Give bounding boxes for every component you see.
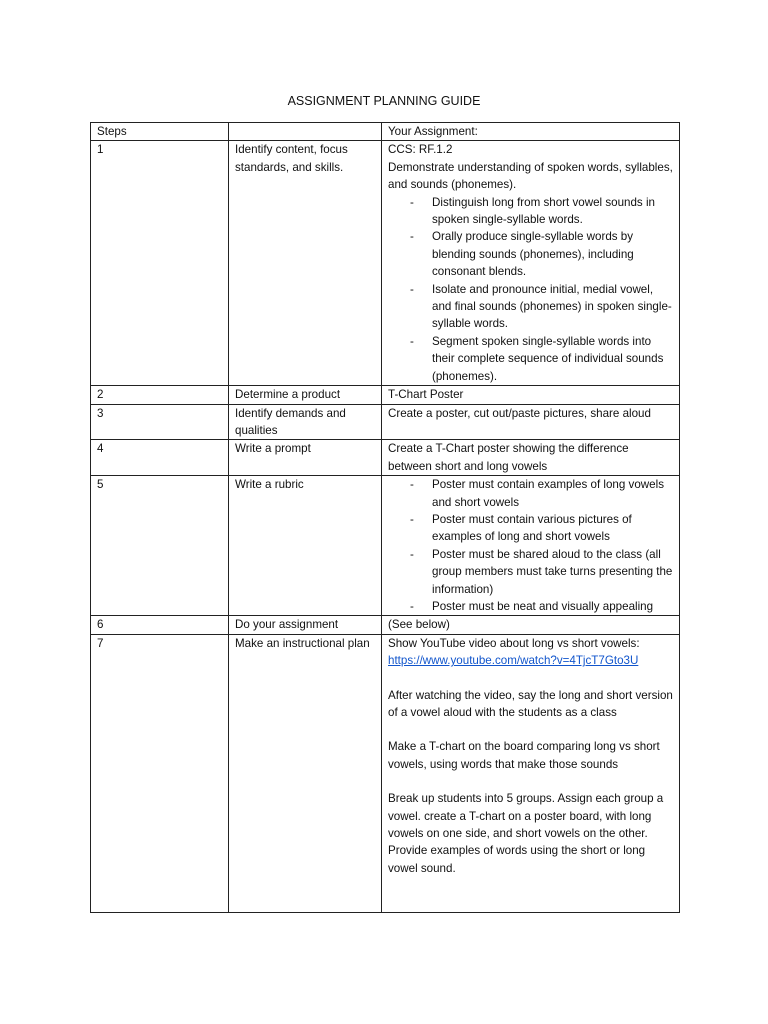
assignment-cell: (See below) [382,616,680,634]
list-item: - Poster must be shared aloud to the class (all group members must take turns presenting the information) [432,546,675,598]
step-task: Write a prompt [229,440,382,476]
document-title: ASSIGNMENT PLANNING GUIDE [287,94,481,108]
step-number: 1 [91,141,229,386]
table-header-row [91,123,680,141]
table-row [91,386,680,404]
assignment-cell [382,476,680,616]
assignment-cell: Create a T-Chart poster showing the difference between short and long vowels [382,440,680,476]
list-item: - Poster must contain examples of long vowels and short vowels [432,476,675,511]
assignment-cell: Create a poster, cut out/paste pictures, share aloud [382,404,680,440]
step-task: Determine a product [229,386,382,404]
assignment-cell [382,634,680,912]
list-item: - Poster must contain various pictures of examples of long and short vowels [432,511,675,546]
step-task: Write a rubric [229,476,382,616]
youtube-link[interactable]: https://www.youtube.com/watch?v=4TjcT7Gto3U [388,654,639,668]
header-your-assignment: Your Assignment: [382,123,680,141]
standard-code: CCS: RF.1.2 [388,143,453,157]
table-row [91,634,680,912]
standard-bullets [388,194,675,385]
assignment-cell: T-Chart Poster [382,386,680,404]
rubric-bullets [388,476,675,615]
step-number: 5 [91,476,229,616]
video-intro: Show YouTube video about long vs short vowels: [388,636,640,650]
step-number: 3 [91,404,229,440]
step-task: Do your assignment [229,616,382,634]
table-row [91,476,680,616]
step-task: Make an instructional plan [229,634,382,912]
step-task: Identify demands and qualities [229,404,382,440]
step-task: Identify content, focus standards, and skills. [229,141,382,386]
step-number: 7 [91,634,229,912]
step-number: 2 [91,386,229,404]
planning-table [90,122,680,913]
instruction-paragraph: After watching the video, say the long and short version of a vowel aloud with the students as a class [388,688,673,719]
instruction-paragraph: Break up students into 5 groups. Assign each group a vowel. create a T-chart on a poster board, with long vowels on one side, and short vowels on the other. Provide examples of words using the short or long vowel sound. [388,792,664,875]
table-row [91,440,680,476]
list-item: - Distinguish long from short vowel sounds in spoken single-syllable words. [432,194,675,229]
step-number: 6 [91,616,229,634]
list-item: - Segment spoken single-syllable words into their complete sequence of individual sounds (phonemes). [432,333,675,385]
instruction-paragraph: Make a T-chart on the board comparing long vs short vowels, using words that make those sounds [388,740,660,771]
list-item: - Isolate and pronounce initial, medial vowel, and final sounds (phonemes) in spoken single-syllable words. [432,281,675,333]
list-item: - Orally produce single-syllable words by blending sounds (phonemes), including consonant blends. [432,228,675,280]
table-row [91,404,680,440]
standard-description: Demonstrate understanding of spoken words, syllables, and sounds (phonemes). [388,160,673,192]
step-number: 4 [91,440,229,476]
table-row [91,616,680,634]
list-item: - Poster must be neat and visually appealing [432,598,675,615]
assignment-cell [382,141,680,386]
header-steps: Steps [91,123,229,141]
table-row [91,141,680,386]
header-blank [229,123,382,141]
